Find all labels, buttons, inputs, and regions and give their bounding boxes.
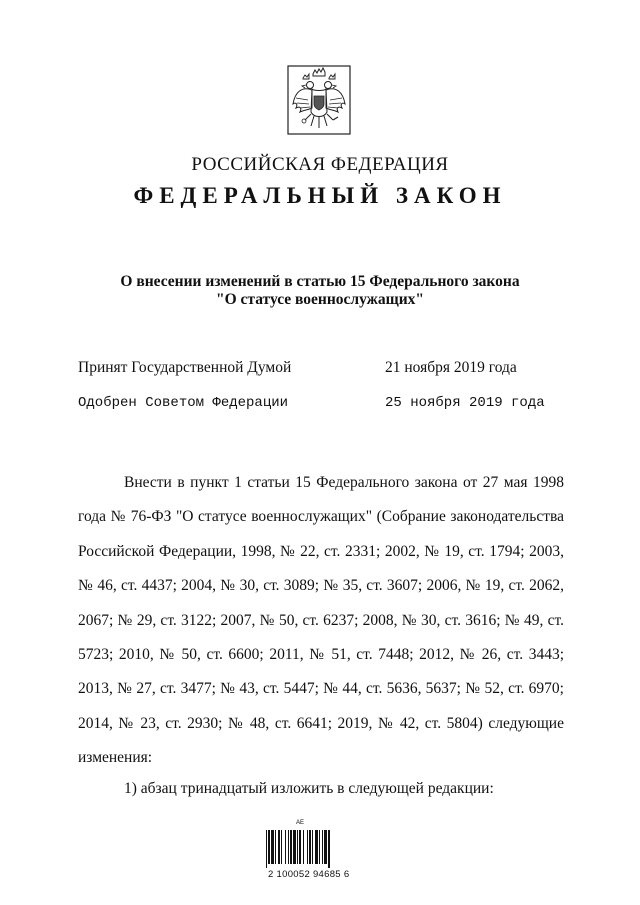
russian-coat-of-arms-icon: [286, 64, 352, 136]
barcode: [262, 820, 358, 880]
barcode-bar: [315, 830, 318, 864]
barcode-bar: [322, 830, 323, 864]
barcode-small-label: АЕ: [296, 820, 305, 826]
barcode-bar: [271, 830, 274, 864]
barcode-bar: [281, 830, 282, 864]
barcode-bar: [312, 830, 313, 864]
country-title: РОССИЙСКАЯ ФЕДЕРАЦИЯ: [191, 154, 449, 175]
barcode-bar: [268, 830, 270, 864]
barcode-bar: [275, 830, 276, 864]
barcode-bar: [328, 830, 330, 868]
barcode-bar: [303, 830, 304, 864]
barcode-bar: [288, 830, 289, 864]
approval-date: 25 ноября 2019 года: [385, 395, 545, 411]
barcode-bar: [299, 830, 301, 864]
barcode-bars: [262, 830, 358, 868]
barcode-bar: [309, 830, 311, 864]
barcode-bar: [290, 830, 292, 864]
law-heading-line-2: "О статусе военнослужащих": [215, 291, 425, 308]
barcode-number: 2 100052 94685 6: [268, 869, 350, 880]
law-type-title: ФЕДЕРАЛЬНЫЙ ЗАКОН: [133, 183, 507, 208]
barcode-bar: [297, 830, 298, 864]
approval-label: Одобрен Советом Федерации: [78, 395, 289, 411]
barcode-bar: [324, 830, 327, 864]
law-heading: [0, 273, 640, 309]
law-heading-line-1: О внесении изменений в статью 15 Федерального закона: [120, 273, 520, 290]
adoption-date: 21 ноября 2019 года: [385, 359, 517, 376]
amendment-item-1: 1) абзац тринадцатый изложить в следующей редакции:: [124, 780, 494, 797]
law-body: [78, 466, 564, 776]
barcode-bar: [285, 830, 286, 864]
adoption-label: Принят Государственной Думой: [78, 359, 292, 376]
barcode-bar: [319, 830, 320, 864]
barcode-bar: [266, 830, 267, 868]
barcode-bar: [278, 830, 280, 864]
barcode-bar: [293, 830, 296, 864]
body-paragraph: Внести в пункт 1 статьи 15 Федерального закона от 27 мая 1998 года № 76-ФЗ "О статусе военнослужащих" (Собрание законодательства Российской Федерации, 1998, № 22, ст. 2331; 2002, № 19, ст. 1794; 2003, № 46, ст. 4437; 2004, № 30, ст. 3089; № 35, ст. 3607; 2006, № 19, ст. 2062, 2067; № 29, ст. 3122; 2007, № 50, ст. 6237; 2008, № 30, ст. 3616; № 49, ст. 5723; 2010, № 50, ст. 6600; 2011, № 51, ст. 7448; 2012, № 26, ст. 3443; 2013, № 27, ст. 3477; № 43, ст. 5447; № 44, ст. 5636, 5637; № 52, ст. 6970; 2014, № 23, ст. 2930; № 48, ст. 6641; 2019, № 42, ст. 5804) следующие изменения:: [78, 474, 564, 767]
barcode-bar: [307, 830, 308, 864]
